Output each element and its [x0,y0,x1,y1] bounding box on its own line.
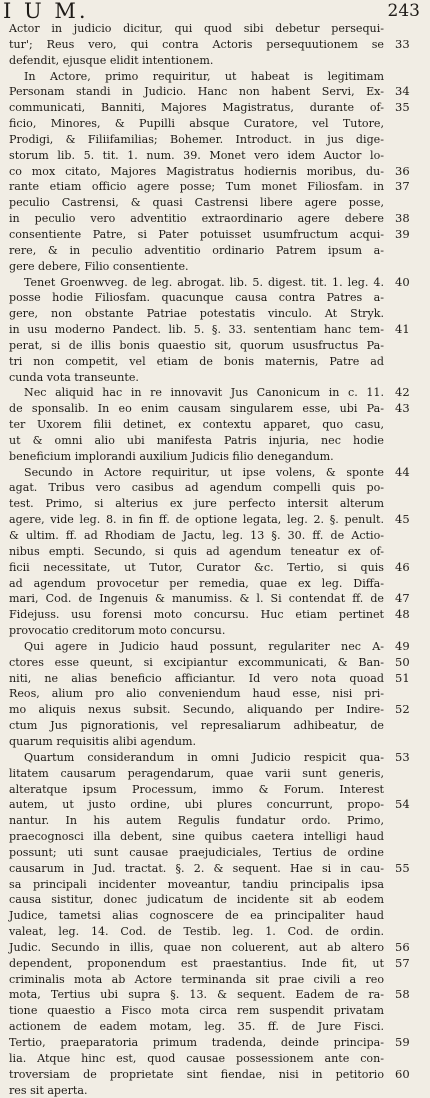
text-line [0,53,430,69]
line-text: tri non competit, vel etiam de bonis maternis, Patre ad [9,354,384,368]
text-line [0,686,430,702]
margin-number: 38 [395,211,410,226]
text-line [0,1035,430,1051]
text-line [0,845,430,861]
margin-number: 36 [395,163,410,178]
text-line [0,465,430,481]
line-text: possunt; uti sunt causae praejudiciales, Tertius de ordine [9,845,384,859]
line-text: autem, ut justo ordine, ubi plures concurrunt, propo- [9,798,384,812]
text-line [0,84,430,100]
text-line [0,227,430,243]
margin-number: 52 [395,702,410,717]
line-text: tur'; Reus vero, qui contra Actoris persequutionem se [9,37,384,51]
line-text: Personam standi in Judicio. Hanc non habent Servi, Ex- [9,85,384,99]
text-line [0,591,430,607]
text-line [0,892,430,908]
text-line [0,512,430,528]
margin-number: 40 [395,274,410,289]
line-text: beneficium implorandi auxilium Judicis filio denegandum. [9,449,334,463]
line-text: Tertio, praeparatoria primum tradenda, deinde principa- [9,1036,384,1049]
margin-number: 55 [395,860,410,875]
text-line [0,987,430,1003]
text-line [0,829,430,845]
line-text: Fidejuss. usu forensi moto concursu. Huc etiam pertinet [9,608,384,622]
margin-number: 54 [395,797,410,812]
line-text: alteratque ipsum Processum, immo & Forum. Interest [9,782,384,796]
line-text: co mox citato, Majores Magistratus hodiernis moribus, du- [9,164,384,178]
text-line [0,782,430,798]
line-text: ficio, Minores, & Pupilli absque Curatore, vel Tutore, [9,117,384,131]
line-text: mota, Tertius ubi supra §. 13. & sequent. Eadem de ra- [9,988,384,1002]
text-line [0,702,430,718]
margin-number: 39 [395,226,410,241]
text-line [0,306,430,322]
line-text: in peculio vero adventitio extraordinario agere debere [9,212,384,226]
margin-number: 58 [395,987,410,1002]
line-text: de sponsalib. In eo enim causam singularem esse, ubi Pa- [9,402,384,416]
margin-number: 48 [395,607,410,622]
line-text: provocatio creditorum moto concursu. [9,624,226,638]
margin-number: 45 [395,512,410,527]
text-line [0,275,430,291]
margin-number: 46 [395,559,410,574]
text-line [0,718,430,734]
line-text: ut & omni alio ubi manifesta Patris injuria, nec hodie [9,433,384,447]
line-text: mari, Cod. de Ingenuis & manumiss. & l. Si contendat ff. de [9,592,384,606]
line-text: praecognosci illa debent, sine quibus caetera intelligi haud [9,830,384,844]
text-line [0,354,430,370]
text-line [0,972,430,988]
margin-number: 50 [395,654,410,669]
text-line [0,401,430,417]
line-text: in usu moderno Pandect. lib. 5. §. 33. sententiam hanc tem- [9,323,384,337]
text-line [0,576,430,592]
text-line [0,164,430,180]
line-text: Tenet Groenwveg. de leg. abrogat. lib. 5. digest. tit. 1. leg. 4. [24,275,384,289]
text-line [0,385,430,401]
line-text: Nec aliquid hac in re innovavit Jus Canonicum in c. 11. [24,386,384,400]
line-text: mo aliquis nexus subsit. Secundo, aliquando per Indire- [9,703,384,717]
text-line [0,148,430,164]
text-line [0,211,430,227]
margin-number: 41 [395,322,410,337]
margin-number: 37 [395,179,410,194]
line-text: & ultim. ff. ad Rhodiam de Jactu, leg. 13 §. 30. ff. de Actio- [9,529,384,542]
page-number: 243 [387,1,420,21]
text-line [0,259,430,275]
text-line [0,813,430,829]
line-text: Reos, alium pro alio conveniendum haud esse, nisi pri- [9,687,384,701]
text-line [0,417,430,433]
text-line [0,544,430,560]
line-text: Prodigi, & Filiifamilias; Bohemer. Introduct. in jus dige- [9,132,384,146]
text-line [0,607,430,623]
line-text: dependent, proponendum est praestantius. Inde fit, ut [9,956,384,970]
text-line [0,1051,430,1067]
text-line [0,1003,430,1019]
margin-number: 53 [395,749,410,764]
text-line [0,433,430,449]
line-text: Judic. Secundo in illis, quae non coluerent, aut ab altero [9,940,384,954]
line-text: criminalis mota ab Actore terminanda sit prae civili a reo [9,972,384,986]
line-text: gere, non obstante Patriae potestatis vinculo. At Stryk. [9,307,384,321]
line-text: agere, vide leg. 8. in fin ff. de optione legata, leg. 2. §. penult. [9,513,384,527]
line-text: lia. Atque hinc est, quod causae possessionem ante con- [9,1051,384,1065]
line-text: sa principali incidenter moveantur, tandiu principalis ipsa [9,877,384,891]
line-text: nantur. In his autem Regulis fundatur ordo. Primo, [9,814,384,828]
line-text: test. Primo, si alterius ex jure perfecto intersit alterum [9,497,384,511]
line-text: niti, ne alias beneficio afficiantur. Id vero nota quoad [9,671,384,685]
text-line [0,750,430,766]
text-line [0,797,430,813]
margin-number: 60 [395,1066,410,1081]
text-line [0,1067,430,1083]
text-line [0,195,430,211]
line-text: actionem de eadem motam, leg. 35. ff. de Jure Fisci. [9,1020,384,1034]
line-text: consentiente Patre, si Pater potuisset usumfructum acqui- [9,227,384,241]
text-line [0,1083,430,1098]
text-line [0,940,430,956]
line-text: Secundo in Actore requiritur, ut ipse volens, & sponte [24,465,384,479]
text-line [0,21,430,37]
text-line [0,132,430,148]
running-header [0,0,430,23]
text-line [0,243,430,259]
text-line [0,69,430,85]
line-text: ficii necessitate, ut Tutor, Curator &c. Tertio, si quis [9,560,384,574]
text-line [0,908,430,924]
text-line [0,639,430,655]
line-text: valeat, leg. 14. Cod. de Testib. leg. 1. Cod. de ordin. [9,925,384,939]
line-text: ctum Jus pignorationis, vel represaliarum adhibeatur, de [9,719,384,733]
text-line [0,322,430,338]
line-text: In Actore, primo requiritur, ut habeat is legitimam [24,69,384,83]
line-text: troversiam de proprietate sint fiendae, nisi in petitorio [9,1067,384,1081]
text-line [0,924,430,940]
text-line [0,734,430,750]
line-text: Qui agere in Judicio haud possunt, regulariter nec A- [24,639,384,653]
margin-number: 59 [395,1035,410,1049]
margin-number: 42 [395,385,410,400]
text-line [0,370,430,386]
margin-number: 47 [395,591,410,606]
text-line [0,528,430,544]
text-line [0,560,430,576]
text-line [0,449,430,465]
text-line [0,655,430,671]
margin-number: 34 [395,84,410,99]
line-text: ad agendum provocetur per remedia, quae ex leg. Diffa- [9,576,384,590]
header-title: I U M. [3,0,89,23]
margin-number: 44 [395,464,410,479]
line-text: defendit, ejusque elidit intentionem. [9,53,214,67]
line-text: res sit aperta. [9,1083,88,1097]
text-line [0,338,430,354]
line-text: gere debere, Filio consentiente. [9,259,189,273]
line-text: storum lib. 5. tit. 1. num. 39. Monet vero idem Auctor lo- [9,148,384,162]
line-text: rante etiam officio agere posse; Tum monet Filiosfam. in [9,180,384,194]
line-text: tione quaestio a Fisco mota circa rem suspendit privatam [9,1004,384,1018]
line-text: causa sistitur, donec judicatum de incidente sit ab eodem [9,893,384,907]
text-line [0,290,430,306]
margin-number: 33 [395,36,410,51]
text-line [0,100,430,116]
text-line [0,623,430,639]
text-line [0,179,430,195]
margin-number: 43 [395,401,410,416]
line-text: perat, si de illis bonis quaestio sit, quorum ususfructus Pa- [9,338,384,352]
margin-number: 57 [395,955,410,970]
margin-number: 49 [395,638,410,653]
text-line [0,496,430,512]
text-line [0,861,430,877]
line-text: peculio Castrensi, & quasi Castrensi libere agere posse, [9,196,384,210]
line-text: posse hodie Filiosfam. quacunque causa contra Patres a- [9,291,384,305]
text-line [0,480,430,496]
line-text: quarum requisitis alibi agendum. [9,734,197,748]
text-line [0,671,430,687]
text-line [0,956,430,972]
line-text: ter Uxorem filii detinet, ex contextu apparet, quo casu, [9,418,384,432]
line-text: nibus empti. Secundo, si quis ad agendum teneatur ex of- [9,544,384,558]
text-line [0,116,430,132]
line-text: Quartum considerandum in omni Judicio respicit qua- [24,750,384,764]
line-text: agat. Tribus vero casibus ad agendum compelli quis po- [9,481,384,495]
text-line [0,877,430,893]
line-text: Judice, tametsi alias cognoscere de ea principaliter haud [9,909,384,923]
text-line [0,766,430,782]
body-text [0,21,430,1098]
text-line [0,37,430,53]
line-text: cunda vota transeunte. [9,370,139,384]
line-text: rere, & in peculio adventitio ordinario Patrem ipsum a- [9,243,384,257]
line-text: causarum in Jud. tractat. §. 2. & sequent. Hae si in cau- [9,861,384,875]
margin-number: 35 [395,100,410,115]
margin-number: 56 [395,939,410,954]
margin-number: 51 [395,670,410,685]
line-text: ctores esse queunt, si excipiantur excommunicati, & Ban- [9,655,384,669]
line-text: litatem causarum peragendarum, quae varii sunt generis, [9,766,384,780]
line-text: communicati, Banniti, Majores Magistratus, durante of- [9,101,384,115]
line-text: Actor in judicio dicitur, qui quod sibi debetur persequi- [9,22,384,35]
